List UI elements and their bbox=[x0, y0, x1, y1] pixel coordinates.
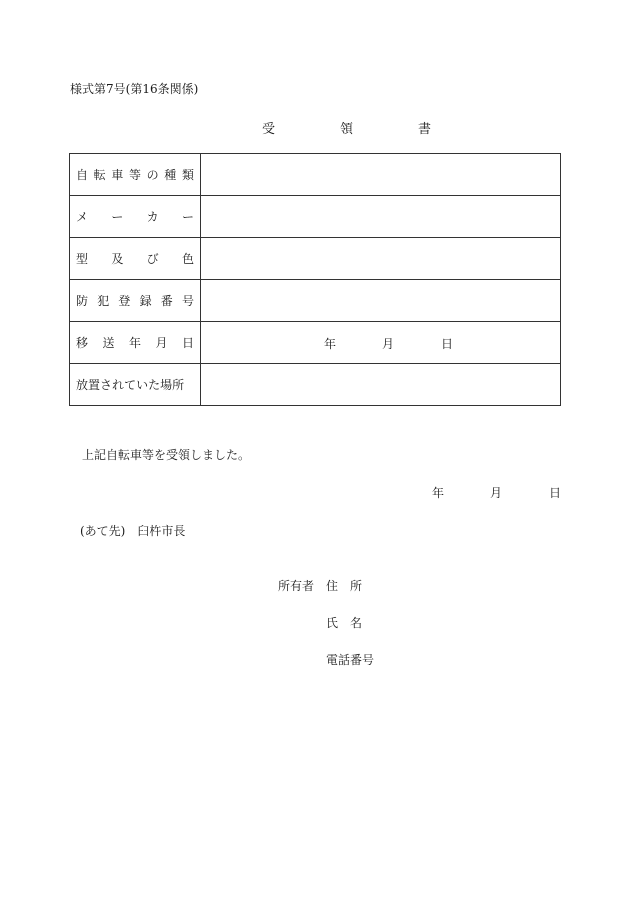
abandoned-place-field[interactable] bbox=[201, 364, 561, 406]
label-char: 色 bbox=[181, 252, 194, 266]
table-row bbox=[70, 322, 561, 364]
table-row bbox=[70, 196, 561, 238]
label-char: 移 bbox=[76, 336, 89, 350]
row-label-model-color bbox=[70, 238, 201, 280]
sign-month-label: 月 bbox=[490, 486, 503, 500]
label-char: 犯 bbox=[97, 294, 110, 308]
label-char: 放 bbox=[76, 378, 89, 392]
form-number-label: 様式第7号(第16条関係) bbox=[70, 82, 199, 96]
row-label-bicycle-type bbox=[70, 154, 201, 196]
phone-label: 電話番号 bbox=[326, 653, 375, 667]
label-char: 号 bbox=[181, 294, 194, 308]
label-char: 及 bbox=[111, 252, 124, 266]
month-label: 月 bbox=[382, 337, 395, 351]
row-label-abandoned-place bbox=[70, 364, 201, 406]
label-char: て bbox=[124, 378, 137, 392]
label-char: い bbox=[136, 378, 149, 392]
label-char: 等 bbox=[128, 168, 141, 182]
receipt-table bbox=[69, 153, 561, 406]
day-label: 日 bbox=[441, 337, 454, 351]
address-label: 住 所 bbox=[326, 579, 363, 593]
label-char: 月 bbox=[155, 336, 168, 350]
maker-field[interactable] bbox=[201, 196, 561, 238]
label-char: た bbox=[148, 378, 161, 392]
label-char: 車 bbox=[111, 168, 124, 182]
label-char: 番 bbox=[160, 294, 173, 308]
name-label: 氏 名 bbox=[326, 616, 363, 630]
table-row bbox=[70, 280, 561, 322]
label-char: 置 bbox=[88, 378, 101, 392]
model-color-field[interactable] bbox=[201, 238, 561, 280]
sign-day-label: 日 bbox=[549, 486, 562, 500]
bicycle-type-field[interactable] bbox=[201, 154, 561, 196]
row-label-maker bbox=[70, 196, 201, 238]
owner-label: 所有者 bbox=[278, 579, 315, 593]
confirmation-text: 上記自転車等を受領しました。 bbox=[82, 448, 251, 462]
sign-year-label: 年 bbox=[432, 486, 445, 500]
document-title: 受 領 書 bbox=[262, 122, 458, 137]
label-char: 所 bbox=[172, 378, 185, 392]
label-char: 種 bbox=[164, 168, 177, 182]
label-char: 自 bbox=[76, 168, 89, 182]
label-char: 場 bbox=[160, 378, 173, 392]
label-char: の bbox=[146, 168, 159, 182]
label-char: 録 bbox=[139, 294, 152, 308]
label-char: 防 bbox=[76, 294, 89, 308]
label-char: ー bbox=[181, 210, 194, 224]
label-char: 送 bbox=[102, 336, 115, 350]
recipient-line: (あて先) 臼杵市長 bbox=[80, 524, 186, 538]
table-row bbox=[70, 238, 561, 280]
label-char: 型 bbox=[76, 252, 89, 266]
year-label: 年 bbox=[324, 337, 337, 351]
label-char: さ bbox=[100, 378, 113, 392]
table-row bbox=[70, 154, 561, 196]
label-char: 転 bbox=[93, 168, 106, 182]
table-row bbox=[70, 364, 561, 406]
transfer-date-field[interactable] bbox=[201, 322, 561, 364]
label-char: び bbox=[146, 252, 159, 266]
label-char: 類 bbox=[181, 168, 194, 182]
label-char: れ bbox=[112, 378, 125, 392]
row-label-transfer-date bbox=[70, 322, 201, 364]
label-char: 登 bbox=[118, 294, 131, 308]
label-char: ー bbox=[111, 210, 124, 224]
registration-number-field[interactable] bbox=[201, 280, 561, 322]
row-label-registration-number bbox=[70, 280, 201, 322]
label-char: 日 bbox=[181, 336, 194, 350]
label-char: 年 bbox=[128, 336, 141, 350]
label-char: メ bbox=[76, 210, 89, 224]
label-char: カ bbox=[146, 210, 159, 224]
